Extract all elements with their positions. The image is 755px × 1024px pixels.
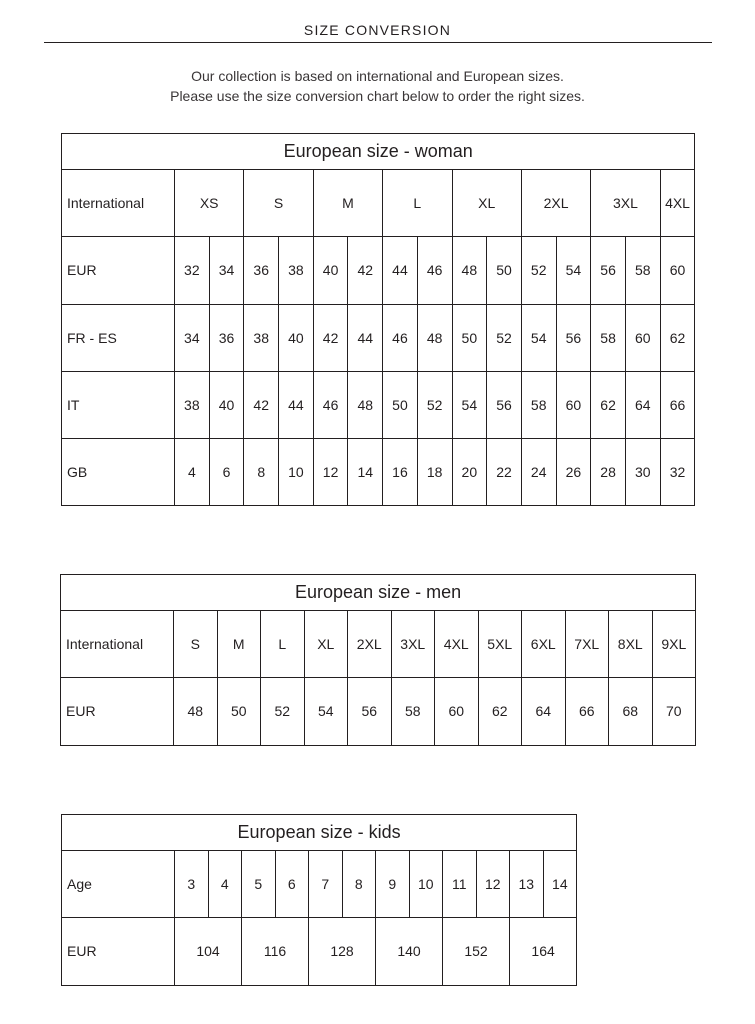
size-cell: 52: [261, 678, 305, 745]
size-cell: 48: [452, 237, 487, 304]
row-label: Age: [62, 851, 175, 918]
size-cell: 56: [348, 678, 392, 745]
international-size-cell: L: [383, 170, 452, 237]
size-cell: 32: [175, 237, 210, 304]
size-cell: 20: [452, 439, 487, 506]
size-cell: 48: [174, 678, 218, 745]
size-cell: 54: [521, 304, 556, 371]
intro-line: Our collection is based on international and European sizes.: [191, 68, 564, 84]
international-size-cell: M: [313, 170, 382, 237]
size-row: [62, 439, 695, 506]
size-cell: 58: [521, 371, 556, 438]
size-cell: 46: [417, 237, 452, 304]
international-size-cell: S: [244, 170, 313, 237]
size-cell: 32: [660, 439, 695, 506]
size-cell: 38: [244, 304, 279, 371]
size-cell: 48: [417, 304, 452, 371]
intro-line: Please use the size conversion chart below to order the right sizes.: [170, 88, 585, 104]
size-cell: 18: [417, 439, 452, 506]
size-cell: 52: [521, 237, 556, 304]
table-title-row: [62, 134, 695, 170]
row-label: EUR: [62, 918, 175, 985]
row-label: FR - ES: [62, 304, 175, 371]
international-size-cell: M: [217, 611, 261, 678]
size-cell: 42: [244, 371, 279, 438]
size-cell: 140: [376, 918, 443, 985]
international-size-cell: 3XL: [591, 170, 660, 237]
size-cell: 54: [452, 371, 487, 438]
international-size-cell: 3XL: [391, 611, 435, 678]
table-title: European size - kids: [62, 815, 577, 851]
size-cell: 70: [652, 678, 696, 745]
size-cell: 58: [391, 678, 435, 745]
size-cell: 56: [556, 304, 591, 371]
size-cell: 60: [660, 237, 695, 304]
size-cell: 56: [591, 237, 626, 304]
kids-size-table: [61, 814, 577, 986]
size-cell: 36: [209, 304, 244, 371]
size-cell: 58: [625, 237, 660, 304]
size-cell: 38: [279, 237, 314, 304]
international-size-cell: XL: [304, 611, 348, 678]
row-label: IT: [62, 371, 175, 438]
size-cell: 62: [660, 304, 695, 371]
age-cell: 6: [275, 851, 309, 918]
size-cell: 34: [175, 304, 210, 371]
age-cell: 13: [510, 851, 544, 918]
size-cell: 42: [313, 304, 348, 371]
size-cell: 48: [348, 371, 383, 438]
international-size-cell: 6XL: [522, 611, 566, 678]
size-cell: 40: [279, 304, 314, 371]
size-cell: 54: [556, 237, 591, 304]
size-cell: 4: [175, 439, 210, 506]
size-cell: 24: [521, 439, 556, 506]
size-cell: 62: [478, 678, 522, 745]
international-size-cell: 7XL: [565, 611, 609, 678]
size-cell: 66: [565, 678, 609, 745]
size-cell: 12: [313, 439, 348, 506]
row-label: GB: [62, 439, 175, 506]
size-cell: 42: [348, 237, 383, 304]
size-cell: 46: [383, 304, 418, 371]
size-cell: 54: [304, 678, 348, 745]
row-label: International: [61, 611, 174, 678]
title-divider: [44, 42, 712, 43]
size-cell: 46: [313, 371, 348, 438]
table-title-row: [62, 815, 577, 851]
size-cell: 22: [487, 439, 522, 506]
size-cell: 36: [244, 237, 279, 304]
size-cell: 38: [175, 371, 210, 438]
size-cell: 34: [209, 237, 244, 304]
table-title: European size - woman: [62, 134, 695, 170]
size-cell: 44: [279, 371, 314, 438]
size-cell: 8: [244, 439, 279, 506]
international-size-cell: 4XL: [660, 170, 695, 237]
row-label: EUR: [62, 237, 175, 304]
size-cell: 50: [487, 237, 522, 304]
size-cell: 16: [383, 439, 418, 506]
intro-text: [0, 66, 755, 106]
international-size-cell: 5XL: [478, 611, 522, 678]
age-cell: 14: [543, 851, 577, 918]
size-cell: 14: [348, 439, 383, 506]
size-cell: 116: [242, 918, 309, 985]
size-row: [62, 918, 577, 985]
size-cell: 128: [309, 918, 376, 985]
international-size-cell: XL: [452, 170, 521, 237]
international-size-cell: 8XL: [609, 611, 653, 678]
size-cell: 52: [487, 304, 522, 371]
page-title: SIZE CONVERSION: [303, 22, 452, 38]
size-cell: 44: [383, 237, 418, 304]
international-size-cell: 2XL: [348, 611, 392, 678]
size-cell: 40: [313, 237, 348, 304]
size-row: [62, 371, 695, 438]
row-label: International: [62, 170, 175, 237]
size-row: [62, 237, 695, 304]
size-cell: 26: [556, 439, 591, 506]
size-cell: 6: [209, 439, 244, 506]
size-cell: 62: [591, 371, 626, 438]
size-cell: 56: [487, 371, 522, 438]
international-row: [62, 170, 695, 237]
size-cell: 60: [556, 371, 591, 438]
international-size-cell: 2XL: [521, 170, 590, 237]
size-cell: 66: [660, 371, 695, 438]
table-title: European size - men: [61, 575, 696, 611]
size-cell: 64: [625, 371, 660, 438]
age-cell: 12: [476, 851, 510, 918]
size-cell: 52: [417, 371, 452, 438]
size-cell: 50: [217, 678, 261, 745]
size-cell: 68: [609, 678, 653, 745]
size-cell: 40: [209, 371, 244, 438]
size-cell: 60: [435, 678, 479, 745]
size-cell: 44: [348, 304, 383, 371]
age-cell: 10: [409, 851, 443, 918]
size-cell: 60: [625, 304, 660, 371]
size-row: [61, 678, 696, 745]
men-size-table: [60, 574, 696, 746]
international-size-cell: 9XL: [652, 611, 696, 678]
size-cell: 28: [591, 439, 626, 506]
size-cell: 10: [279, 439, 314, 506]
international-size-cell: S: [174, 611, 218, 678]
size-cell: 164: [510, 918, 577, 985]
age-cell: 5: [242, 851, 276, 918]
table-title-row: [61, 575, 696, 611]
size-cell: 50: [383, 371, 418, 438]
size-cell: 64: [522, 678, 566, 745]
size-cell: 30: [625, 439, 660, 506]
international-size-cell: 4XL: [435, 611, 479, 678]
age-cell: 9: [376, 851, 410, 918]
woman-size-table: [61, 133, 695, 506]
size-cell: 50: [452, 304, 487, 371]
age-row: [62, 851, 577, 918]
size-cell: 104: [175, 918, 242, 985]
international-size-cell: XS: [175, 170, 244, 237]
row-label: EUR: [61, 678, 174, 745]
age-cell: 7: [309, 851, 343, 918]
age-cell: 3: [175, 851, 209, 918]
international-row: [61, 611, 696, 678]
size-cell: 58: [591, 304, 626, 371]
age-cell: 8: [342, 851, 376, 918]
age-cell: 4: [208, 851, 242, 918]
age-cell: 11: [443, 851, 477, 918]
size-row: [62, 304, 695, 371]
international-size-cell: L: [261, 611, 305, 678]
size-cell: 152: [443, 918, 510, 985]
